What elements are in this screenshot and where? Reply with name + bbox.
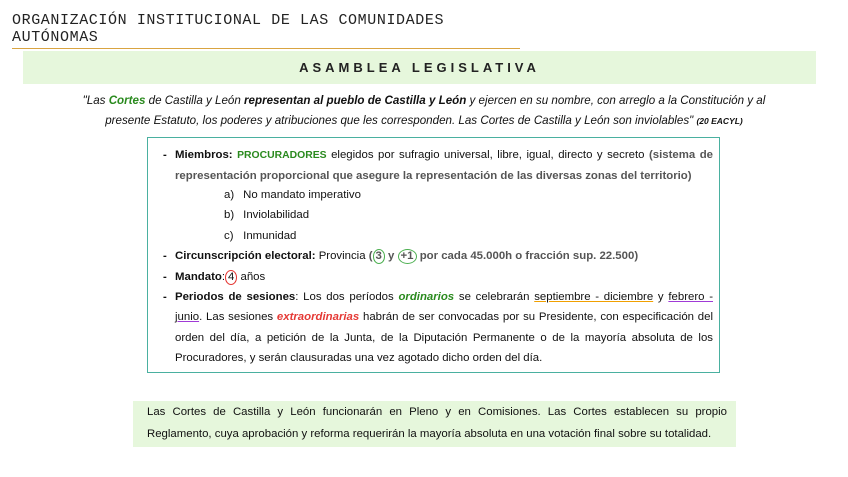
mandato-label: Mandato	[175, 271, 222, 283]
item-circunscripcion	[163, 246, 713, 266]
quote-part-1: de Castilla y León	[145, 94, 245, 107]
bullet-dash: -	[163, 149, 167, 161]
miembros-label: Miembros:	[175, 149, 233, 161]
mandato-colon: :	[221, 271, 225, 283]
subitem-b	[224, 205, 309, 225]
subitem-letter: a)	[224, 189, 235, 201]
bottom-note	[133, 401, 736, 447]
circunscripcion-text: Provincia	[315, 250, 369, 262]
number-3-circled: 3	[373, 249, 385, 264]
periodos-text-1: : Los dos períodos	[295, 291, 399, 303]
months-ordinary-2: febrero - junio	[175, 291, 713, 324]
subitem-text: Inmunidad	[243, 230, 297, 242]
subitem-letter: c)	[224, 230, 234, 242]
quote-cortes: Cortes	[108, 94, 146, 107]
quote-part-2: y ejercen en su nombre, con arreglo a la Constitución y al presente Estatuto, los poderes y atribuciones que les corresponden. Las Cortes de Castilla y León son inviolables"	[105, 94, 766, 127]
y-connector: y	[384, 250, 398, 262]
details-box	[147, 137, 720, 373]
bullet-dash: -	[163, 271, 167, 283]
item-periodos	[163, 287, 713, 369]
bullet-dash: -	[163, 250, 167, 262]
bullet-dash: -	[163, 291, 167, 303]
mandato-text: años	[237, 271, 266, 283]
circunscripcion-rest: por cada 45.000h o fracción sup. 22.500)	[416, 250, 639, 262]
periodos-text-2: se celebrarán	[454, 291, 535, 303]
periodos-text-3: y	[653, 291, 669, 303]
statute-quote	[60, 91, 788, 131]
plus-one-circled: +1	[398, 249, 417, 264]
extraordinarias-term: extraordinarias	[276, 311, 360, 324]
ordinarios-term: ordinarios	[398, 291, 455, 303]
section-title-band	[23, 51, 816, 84]
item-miembros	[163, 145, 713, 187]
miembros-note: (sistema de representación proporcional que asegure la representación de las diversas zonas del territorio)	[175, 149, 713, 183]
paren-open: (	[368, 250, 373, 262]
years-circled: 4	[225, 270, 237, 285]
quote-open: "Las	[82, 94, 109, 107]
subitem-c	[224, 226, 296, 246]
subitem-a	[224, 185, 361, 205]
quote-strong: representan al pueblo de Castilla y León	[244, 94, 467, 107]
periodos-label: Periodos de sesiones	[175, 291, 296, 303]
months-ordinary-1: septiembre - diciembre	[534, 291, 654, 303]
section-title: ASAMBLEA LEGISLATIVA	[299, 60, 540, 75]
circunscripcion-label: Circunscripción electoral:	[175, 250, 316, 262]
header-title: ORGANIZACIÓN INSTITUCIONAL DE LAS COMUNIDADES AUTÓNOMAS	[12, 12, 445, 46]
miembros-text: elegidos por sufragio universal, libre, igual, directo y secreto	[326, 149, 649, 161]
periodos-text-5: habrán de ser convocadas por su Presidente, con especificación del orden del día, a petición de la Junta, de la Diputación Permanente o de la mayoría absoluta de los Procuradores, y serán clausuradas una vez agotado dicho orden del día.	[175, 311, 713, 365]
page-header	[12, 12, 520, 49]
quote-reference: (20 EACYL)	[696, 116, 743, 126]
bottom-note-text: Las Cortes de Castilla y León funcionarán en Pleno y en Comisiones. Las Cortes establecen su propio Reglamento, cuya aprobación y reforma requerirán la mayoría absoluta en una votación final sobre su totalidad.	[147, 406, 727, 440]
subitem-letter: b)	[224, 209, 235, 221]
subitem-text: Inviolabilidad	[243, 209, 310, 221]
subitem-text: No mandato imperativo	[243, 189, 361, 201]
item-mandato	[163, 267, 713, 287]
procuradores-term: PROCURADORES	[237, 150, 327, 161]
periodos-text-4: . Las sesiones	[199, 311, 277, 324]
